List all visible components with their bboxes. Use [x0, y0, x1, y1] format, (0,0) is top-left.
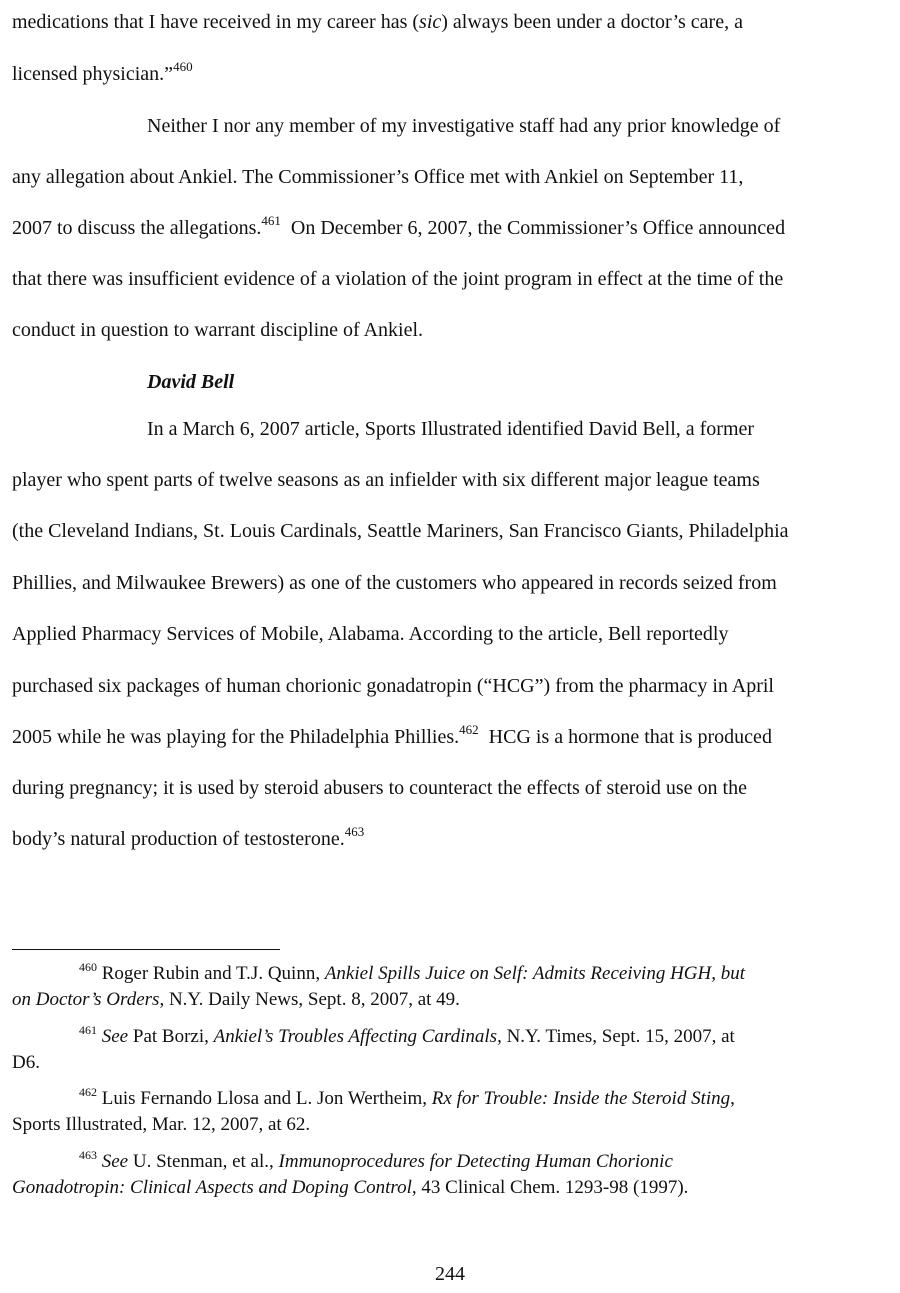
footnote-460: $^{460}$ Roger Rubin and T.J. Quinn, Ankiel Spills Juice on Self: Admits Receiving HGH, but	[79, 960, 746, 984]
footnote-ref[interactable]: 460	[173, 59, 193, 74]
body-line: any allegation about Ankiel. The Commissioner’s Office met with Ankiel on September 11,	[12, 166, 744, 188]
body-line: In a March 6, 2007 article, Sports Illustrated identified David Bell, a former	[147, 418, 755, 440]
footnote-number: 460	[79, 960, 97, 974]
footnote-ref[interactable]: 462	[459, 722, 479, 737]
body-line: 2007 to discuss the allegations.$^{461}$ On December 6, 2007, the Commissioner’s Office announced	[12, 213, 786, 239]
body-line: that there was insufficient evidence of a violation of the joint program in effect at the time of the	[12, 268, 784, 290]
footnote-number: 461	[79, 1023, 97, 1037]
body-line: licensed physician.”$^{460}$	[12, 59, 193, 85]
footnote-number: 463	[79, 1148, 97, 1162]
body-line: (the Cleveland Indians, St. Louis Cardinals, Seattle Mariners, San Francisco Giants, Philadelphia	[12, 520, 789, 542]
body-line: Neither I nor any member of my investigative staff had any prior knowledge of	[147, 115, 781, 137]
body-line: Phillies, and Milwaukee Brewers) as one of the customers who appeared in records seized from	[12, 572, 777, 594]
body-line: 2005 while he was playing for the Philadelphia Phillies.$^{462}$ HCG is a hormone that is produced	[12, 722, 772, 748]
footnote-line: Gonadotropin: Clinical Aspects and Doping Control, 43 Clinical Chem. 1293-98 (1997).	[12, 1177, 689, 1198]
body-line: Applied Pharmacy Services of Mobile, Alabama. According to the article, Bell reportedly	[12, 623, 729, 645]
body-line: player who spent parts of twelve seasons as an infielder with six different major league teams	[12, 469, 760, 491]
footnote-ref[interactable]: 463	[344, 824, 365, 839]
section-heading: David Bell	[147, 371, 235, 393]
body-line: purchased six packages of human chorionic gonadatropin (“HCG”) from the pharmacy in April	[12, 675, 774, 697]
footnote-463: $^{463}$ See U. Stenman, et al., Immunoprocedures for Detecting Human Chorionic	[79, 1148, 673, 1172]
footnote-462: $^{462}$ Luis Fernando Llosa and L. Jon Wertheim, Rx for Trouble: Inside the Steroid Sting,	[79, 1085, 735, 1109]
body-line: conduct in question to warrant discipline of Ankiel.	[12, 319, 424, 341]
footnote-separator	[12, 949, 280, 950]
body-line: body’s natural production of testosterone.$^{463}$	[12, 824, 365, 850]
footnote-line: Sports Illustrated, Mar. 12, 2007, at 62.	[12, 1114, 311, 1135]
body-line: during pregnancy; it is used by steroid abusers to counteract the effects of steroid use on the	[12, 777, 747, 799]
body-line: medications that I have received in my career has (sic) always been under a doctor’s care, a	[12, 11, 743, 33]
footnote-line: D6.	[12, 1052, 40, 1073]
page-number: 244	[435, 1263, 465, 1285]
footnote-number: 462	[79, 1085, 97, 1099]
footnote-line: on Doctor’s Orders, N.Y. Daily News, Sept. 8, 2007, at 49.	[12, 989, 460, 1010]
footnote-461: $^{461}$ See Pat Borzi, Ankiel’s Troubles Affecting Cardinals, N.Y. Times, Sept. 15, 2007, at	[79, 1023, 735, 1047]
footnote-ref[interactable]: 461	[261, 213, 281, 228]
